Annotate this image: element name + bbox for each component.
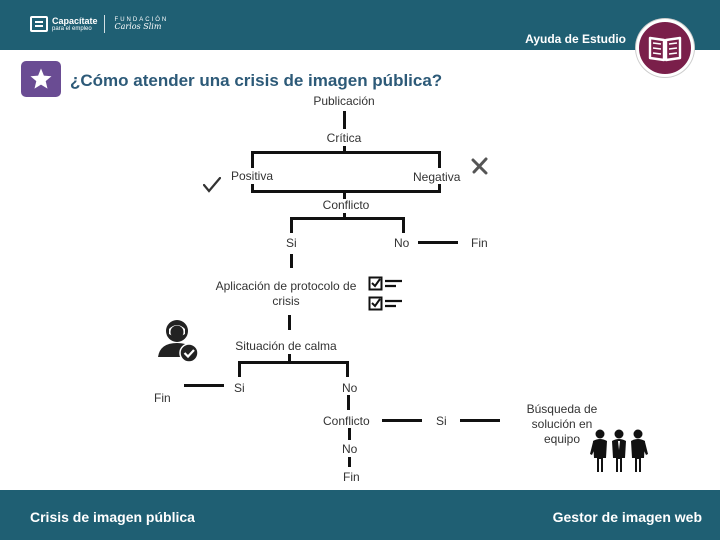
- page-title: ¿Cómo atender una crisis de imagen pública?: [70, 71, 443, 90]
- node-si-2: Si: [234, 381, 245, 395]
- node-conflicto-1: Conflicto: [322, 198, 370, 212]
- node-conflicto-2: Conflicto: [323, 414, 370, 428]
- star-icon: [29, 67, 53, 91]
- connector-no-conflicto: [347, 395, 350, 410]
- connector-branch-right: [438, 151, 441, 168]
- connector-conflicto-si: [290, 217, 293, 233]
- check-icon: [203, 177, 221, 193]
- connector-calma-horizontal: [238, 361, 349, 364]
- foundation-label: FUNDACIÓN: [114, 17, 169, 23]
- study-help-label: Ayuda de Estudio: [525, 32, 626, 46]
- connector-si-protocolo: [290, 254, 293, 268]
- connector-publication-critica: [343, 111, 346, 129]
- logo-icon: [30, 16, 48, 32]
- title-badge: [21, 61, 61, 97]
- team-icon: [590, 428, 648, 474]
- node-fin-2: Fin: [154, 391, 171, 405]
- logo-subtitle: para el empleo: [52, 25, 92, 32]
- connector-conflicto-si-right: [382, 419, 422, 422]
- open-book-icon: [648, 34, 682, 62]
- connector-conflicto-horizontal: [290, 217, 405, 220]
- node-calma: Situación de calma: [235, 339, 337, 353]
- x-icon: [471, 157, 489, 175]
- connector-calma-si: [238, 361, 241, 377]
- node-critica: Crítica: [326, 131, 362, 145]
- connector-si-busqueda: [460, 419, 500, 422]
- node-fin-1: Fin: [471, 236, 488, 250]
- connector-calma-no: [346, 361, 349, 377]
- node-si-3: Si: [436, 414, 447, 428]
- connector-protocolo-calma: [288, 315, 291, 330]
- connector-no-fin-down: [348, 457, 351, 467]
- node-fin-3: Fin: [343, 470, 360, 484]
- brand-logo[interactable]: [30, 15, 168, 33]
- connector-merge-horizontal: [251, 190, 441, 193]
- node-no-1: No: [394, 236, 410, 250]
- footer-topic: Crisis de imagen pública: [30, 509, 195, 525]
- node-positiva: Positiva: [231, 169, 274, 183]
- foundation-name: Carlos Slim: [114, 22, 162, 31]
- connector-no-fin: [418, 241, 458, 244]
- connector-conflicto-no: [402, 217, 405, 233]
- connector-branch-horizontal: [251, 151, 441, 154]
- checklist-icon: [368, 276, 404, 312]
- node-publicacion: Publicación: [313, 94, 375, 108]
- node-protocolo: Aplicación de protocolo de crisis: [215, 279, 357, 308]
- node-busqueda: Búsqueda de solución en equipo: [526, 402, 598, 446]
- connector-si-fin: [184, 384, 224, 387]
- node-no-2: No: [342, 381, 358, 395]
- logo-divider: [104, 15, 105, 33]
- connector-conflicto-no-down: [348, 428, 351, 440]
- support-person-icon: [156, 317, 202, 363]
- footer-course: Gestor de imagen web: [552, 509, 702, 525]
- connector-branch-left: [251, 151, 254, 168]
- node-negativa: Negativa: [413, 170, 461, 184]
- node-no-3: No: [342, 442, 358, 456]
- node-si-1: Si: [286, 236, 297, 250]
- logo-name: Capacítate: [52, 15, 98, 26]
- study-help-badge[interactable]: [636, 19, 694, 77]
